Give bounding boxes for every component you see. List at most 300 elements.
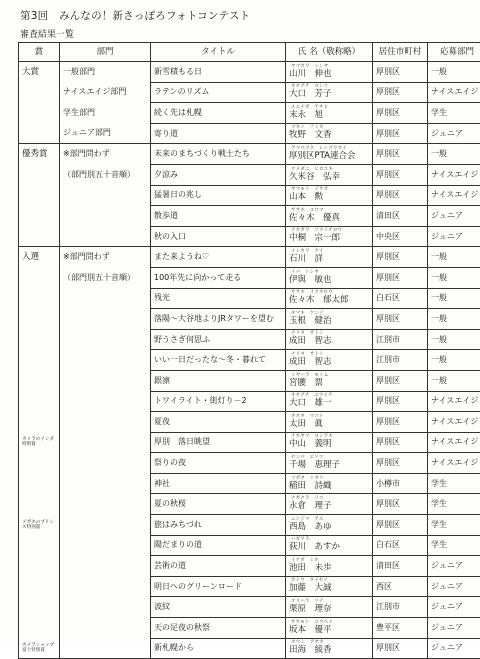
- name-furigana: タウミ アヤカ: [289, 641, 369, 646]
- city-cell: 厚別区: [373, 164, 428, 185]
- header-title: タイトル: [151, 43, 286, 62]
- category-cell: 一般: [428, 267, 480, 288]
- title-cell: 落陽～大谷地よりJRタワーを望む: [151, 309, 286, 330]
- name-furigana: マキノ フミカ: [289, 126, 369, 131]
- award-cell: [19, 82, 60, 103]
- header-category: 応募部門: [428, 43, 480, 62]
- title-cell: 明日へのグリーンロード: [151, 576, 286, 597]
- document-title: 第3回 みんなの！新さっぽろフォトコンテスト: [20, 8, 250, 23]
- name-text: 永倉 理子: [289, 502, 369, 511]
- award-cell: [19, 576, 60, 597]
- name-text: 宮腰 票: [289, 379, 369, 388]
- table-row: [19, 473, 480, 494]
- document-subtitle: 審査結果一覧: [20, 27, 74, 40]
- category-cell: ジュニア: [428, 226, 480, 247]
- dept-cell: [60, 370, 151, 391]
- table-row: [19, 453, 480, 474]
- award-label: 大賞: [22, 67, 39, 77]
- title-cell: 夕涼み: [151, 164, 286, 185]
- name-text: 大口 芳子: [289, 90, 369, 99]
- award-cell: [19, 391, 60, 412]
- title-cell: 未来のまちづくり戦士たち: [151, 144, 286, 165]
- name-text: 玉根 健治: [289, 317, 369, 326]
- name-text: 田海 綾香: [289, 646, 369, 655]
- dept-cell: [60, 391, 151, 412]
- name-block: [289, 330, 369, 350]
- category-cell: ナイスエイジ: [428, 453, 480, 474]
- name-cell: [286, 103, 373, 124]
- category-cell: ナイスエイジ: [428, 164, 480, 185]
- table-row: [19, 82, 480, 103]
- name-text: 佐々木 郁太郎: [289, 296, 369, 305]
- award-cell: [19, 535, 60, 556]
- dept-cell: [60, 329, 151, 350]
- dept-cell: [60, 206, 151, 227]
- title-cell: 旅はみちづれ: [151, 515, 286, 536]
- city-cell: 厚別区: [373, 267, 428, 288]
- name-block: [289, 309, 369, 329]
- table-row: [19, 103, 480, 124]
- dept-cell: [60, 288, 151, 309]
- name-text: 大口 雄一: [289, 399, 369, 408]
- name-block: [289, 515, 369, 535]
- table-header-row: [19, 43, 480, 62]
- dept-cell: [60, 473, 151, 494]
- category-cell: ジュニア: [428, 597, 480, 618]
- award-cell: [19, 494, 60, 515]
- category-cell: 学生: [428, 103, 480, 124]
- dept-cell: ※部門問わず: [60, 144, 151, 165]
- name-cell: [286, 412, 373, 433]
- name-furigana: サカモト ユウヘイ: [289, 621, 369, 626]
- dept-cell: [60, 226, 151, 247]
- dept-cell: [60, 556, 151, 577]
- dept-cell: ※部門問わず: [60, 247, 151, 268]
- title-cell: 散歩道: [151, 206, 286, 227]
- name-block: [289, 577, 369, 597]
- name-block: [289, 556, 369, 576]
- city-cell: 小樽市: [373, 473, 428, 494]
- title-cell: トワイライト・街灯り－2: [151, 391, 286, 412]
- award-cell: [19, 185, 60, 206]
- title-cell: 残光: [151, 288, 286, 309]
- name-furigana: ヤマモト イサオ: [289, 188, 369, 193]
- award-cell: [19, 597, 60, 618]
- name-text: 中山 義明: [289, 440, 369, 449]
- award-cell: [19, 432, 60, 453]
- dept-cell: [60, 638, 151, 659]
- name-text: 牧野 文香: [289, 131, 369, 140]
- name-block: [289, 392, 369, 412]
- award-label: メガネのプリンス特別賞: [22, 520, 56, 531]
- name-cell: [286, 329, 373, 350]
- name-cell: [286, 535, 373, 556]
- category-cell: 一般: [428, 370, 480, 391]
- award-cell: [19, 412, 60, 433]
- title-cell: 芸術の道: [151, 556, 286, 577]
- name-furigana: オオグチ ユウイチ: [289, 394, 369, 399]
- name-text: 佐々木 優真: [289, 214, 369, 223]
- name-cell: [286, 453, 373, 474]
- name-text: 栗原 理奈: [289, 605, 369, 614]
- city-cell: 西区: [373, 576, 428, 597]
- name-furigana: スエナガ アサヒ: [289, 106, 369, 111]
- category-cell: 一般: [428, 144, 480, 165]
- category-cell: ナイスエイジ: [428, 412, 480, 433]
- name-text: 西島 あゆ: [289, 523, 369, 532]
- city-cell: 厚別区: [373, 370, 428, 391]
- name-cell: [286, 556, 373, 577]
- city-cell: 厚別区: [373, 247, 428, 268]
- dept-cell: ジュニア部門: [60, 123, 151, 144]
- name-block: [289, 536, 369, 556]
- award-cell: [19, 206, 60, 227]
- table-row: [19, 309, 480, 330]
- award-cell: [19, 350, 60, 371]
- dept-cell: [60, 494, 151, 515]
- name-text: 成田 智志: [289, 337, 369, 346]
- city-cell: 厚別区: [373, 185, 428, 206]
- city-cell: 厚別区: [373, 515, 428, 536]
- award-cell: [19, 62, 60, 83]
- title-cell: 100年先に向かって走る: [151, 267, 286, 288]
- name-block: [289, 412, 369, 432]
- title-cell: 夏の秋桜: [151, 494, 286, 515]
- name-furigana: タマキ ケンジ: [289, 312, 369, 317]
- award-cell: [19, 473, 60, 494]
- award-label: 優秀賞: [22, 149, 48, 159]
- award-cell: [19, 618, 60, 639]
- category-cell: ナイスエイジ: [428, 185, 480, 206]
- city-cell: 白石区: [373, 288, 428, 309]
- name-cell: [286, 206, 373, 227]
- category-cell: 学生: [428, 535, 480, 556]
- table-row: [19, 226, 480, 247]
- category-cell: 学生: [428, 515, 480, 536]
- dept-cell: [60, 309, 151, 330]
- city-cell: 厚別区: [373, 638, 428, 659]
- table-row: [19, 597, 480, 618]
- city-cell: 厚別区: [373, 453, 428, 474]
- name-text: 末永 旭: [289, 111, 369, 120]
- city-cell: 江別市: [373, 329, 428, 350]
- table-row: [19, 535, 480, 556]
- dept-cell: [60, 432, 151, 453]
- title-cell: 秋の入口: [151, 226, 286, 247]
- name-block: [289, 474, 369, 494]
- name-block: [289, 597, 369, 617]
- table-row: [19, 576, 480, 597]
- name-text: 太田 眞: [289, 420, 369, 429]
- table-row: [19, 164, 480, 185]
- award-cell: [19, 309, 60, 330]
- title-cell: 厚別 落日眺望: [151, 432, 286, 453]
- name-block: [289, 103, 369, 123]
- title-cell: 神社: [151, 473, 286, 494]
- table-row: [19, 329, 480, 350]
- category-cell: 一般: [428, 309, 480, 330]
- name-furigana: ミヤハラ モトム: [289, 374, 369, 379]
- name-cell: [286, 226, 373, 247]
- dept-cell: （部門別五十音順）: [60, 267, 151, 288]
- name-furigana: イシカワ ケイ: [289, 250, 369, 255]
- table-row: [19, 123, 480, 144]
- name-cell: [286, 164, 373, 185]
- name-furigana: ナガクラ リコ: [289, 497, 369, 502]
- name-furigana: ササキ イクタロウ: [289, 291, 369, 296]
- dept-cell: [60, 453, 151, 474]
- name-text: 加藤 大誠: [289, 584, 369, 593]
- title-cell: 銀凛: [151, 370, 286, 391]
- name-block: [289, 494, 369, 514]
- name-text: 中桐 宗一郎: [289, 234, 369, 243]
- name-text: 池田 未歩: [289, 564, 369, 573]
- name-block: [289, 289, 369, 309]
- name-text: 千場 恵理子: [289, 461, 369, 470]
- name-furigana: ツボタ シオリ: [289, 477, 369, 482]
- table-row: [19, 515, 480, 536]
- name-cell: [286, 494, 373, 515]
- category-cell: ナイスエイジ: [428, 432, 480, 453]
- category-cell: ジュニア: [428, 576, 480, 597]
- name-furigana: クリハラ リナ: [289, 600, 369, 605]
- dept-cell: [60, 515, 151, 536]
- name-block: [289, 371, 369, 391]
- city-cell: 豊平区: [373, 618, 428, 639]
- category-cell: ジュニア: [428, 618, 480, 639]
- category-cell: 一般: [428, 329, 480, 350]
- title-cell: 猛暑日の兆し: [151, 185, 286, 206]
- award-cell: [19, 453, 60, 474]
- dept-cell: [60, 535, 151, 556]
- city-cell: 厚別区: [373, 309, 428, 330]
- name-block: [289, 350, 369, 370]
- title-cell: 夏夜: [151, 412, 286, 433]
- category-cell: ナイスエイジ: [428, 82, 480, 103]
- table-row: [19, 412, 480, 433]
- table-row: [19, 432, 480, 453]
- table-row: [19, 185, 480, 206]
- award-cell: [19, 329, 60, 350]
- award-cell: [19, 288, 60, 309]
- table-row: [19, 618, 480, 639]
- name-furigana: ナカヤマ ヨシアキ: [289, 435, 369, 440]
- title-cell: 陽だまりの道: [151, 535, 286, 556]
- title-cell: 寄り道: [151, 123, 286, 144]
- name-text: 稲田 詩織: [289, 482, 369, 491]
- name-furigana: カトウ タイセイ: [289, 579, 369, 584]
- title-cell: 新札幌から: [151, 638, 286, 659]
- city-cell: 厚別区: [373, 62, 428, 83]
- name-cell: [286, 597, 373, 618]
- name-cell: [286, 473, 373, 494]
- city-cell: 白石区: [373, 535, 428, 556]
- name-furigana: ヤマカワ シンヤ: [289, 65, 369, 70]
- name-block: [289, 83, 369, 103]
- table-row: [19, 370, 480, 391]
- award-cell: [19, 247, 60, 268]
- category-cell: ジュニア: [428, 556, 480, 577]
- name-cell: [286, 391, 373, 412]
- name-furigana: ナリタ サトシ: [289, 332, 369, 337]
- title-cell: ラテンのリズム: [151, 82, 286, 103]
- name-text: 成田 智志: [289, 358, 369, 367]
- name-cell: [286, 62, 373, 83]
- title-cell: 野うさぎ何思ふ: [151, 329, 286, 350]
- name-cell: [286, 515, 373, 536]
- name-text: 石川 詳: [289, 255, 369, 264]
- award-label: カメラショップ富士特別賞: [22, 643, 56, 654]
- dept-cell: [60, 597, 151, 618]
- dept-cell: 学生部門: [60, 103, 151, 124]
- table-row: [19, 62, 480, 83]
- name-cell: [286, 638, 373, 659]
- city-cell: 江別市: [373, 350, 428, 371]
- name-cell: [286, 432, 373, 453]
- city-cell: 厚別区: [373, 144, 428, 165]
- title-cell: 祭りの夜: [151, 453, 286, 474]
- table-row: [19, 391, 480, 412]
- header-award: 賞: [19, 43, 60, 62]
- name-cell: [286, 576, 373, 597]
- name-text: 山本 勲: [289, 193, 369, 202]
- table-row: [19, 638, 480, 659]
- city-cell: 清田区: [373, 556, 428, 577]
- name-furigana: イケダ ミホ: [289, 559, 369, 564]
- name-block: [289, 165, 369, 185]
- name-cell: [286, 618, 373, 639]
- name-block: [289, 247, 369, 267]
- name-furigana: アツベツク レンゴウカイ: [289, 147, 369, 152]
- table-row: [19, 494, 480, 515]
- name-block: [289, 453, 369, 473]
- name-furigana: オオタ マコト: [289, 415, 369, 420]
- city-cell: 清田区: [373, 206, 428, 227]
- award-cell: [19, 144, 60, 165]
- name-block: [289, 618, 369, 638]
- name-furigana: ナカガワ ソウイチロウ: [289, 229, 369, 234]
- name-text: 厚別区PTA連合会: [289, 152, 369, 161]
- award-cell: [19, 370, 60, 391]
- table-row: [19, 267, 480, 288]
- name-cell: [286, 247, 373, 268]
- dept-cell: [60, 185, 151, 206]
- name-furigana: ニシジマ アユ: [289, 518, 369, 523]
- award-cell: [19, 515, 60, 536]
- name-block: [289, 144, 369, 164]
- category-cell: 一般: [428, 247, 480, 268]
- city-cell: 江別市: [373, 597, 428, 618]
- name-text: 久米谷 弘幸: [289, 173, 369, 182]
- name-cell: [286, 267, 373, 288]
- name-block: [289, 639, 369, 659]
- table-row: [19, 206, 480, 227]
- dept-cell: [60, 350, 151, 371]
- title-cell: いい一日だったな～冬・暮れて: [151, 350, 286, 371]
- category-cell: ジュニア: [428, 123, 480, 144]
- header-dept: 部門: [60, 43, 151, 62]
- name-cell: [286, 370, 373, 391]
- city-cell: 厚別区: [373, 412, 428, 433]
- dept-cell: [60, 576, 151, 597]
- dept-cell: ナイスエイジ部門: [60, 82, 151, 103]
- name-cell: [286, 309, 373, 330]
- category-cell: 一般: [428, 62, 480, 83]
- header-name: 氏 名（敬称略）: [286, 43, 373, 62]
- name-text: 山川 伸也: [289, 70, 369, 79]
- city-cell: 厚別区: [373, 82, 428, 103]
- name-cell: [286, 82, 373, 103]
- award-label: カメラのイシダ特別賞: [22, 437, 56, 448]
- title-cell: また来ようね♡: [151, 247, 286, 268]
- table-body: [19, 62, 480, 659]
- city-cell: 厚別区: [373, 103, 428, 124]
- table-row: [19, 350, 480, 371]
- name-furigana: オオグチ ヨシコ: [289, 85, 369, 90]
- award-cell: [19, 164, 60, 185]
- name-cell: [286, 123, 373, 144]
- city-cell: 厚別区: [373, 432, 428, 453]
- name-cell: [286, 288, 373, 309]
- award-cell: [19, 638, 60, 659]
- award-cell: [19, 123, 60, 144]
- table-row: [19, 288, 480, 309]
- name-text: 伊與 敏也: [289, 276, 369, 285]
- name-block: [289, 124, 369, 144]
- dept-cell: 一般部門: [60, 62, 151, 83]
- name-furigana: クメダニ ヒロユキ: [289, 168, 369, 173]
- title-cell: 天の足夜の秋祭: [151, 618, 286, 639]
- award-cell: [19, 226, 60, 247]
- table-row: [19, 556, 480, 577]
- city-cell: 厚別区: [373, 494, 428, 515]
- name-block: [289, 186, 369, 206]
- name-furigana: ナリタ サトシ: [289, 353, 369, 358]
- category-cell: 一般: [428, 350, 480, 371]
- title-cell: 波紋: [151, 597, 286, 618]
- category-cell: ジュニア: [428, 206, 480, 227]
- dept-cell: （部門別五十音順）: [60, 164, 151, 185]
- dept-cell: [60, 618, 151, 639]
- award-cell: [19, 556, 60, 577]
- table-row: [19, 247, 480, 268]
- name-cell: [286, 350, 373, 371]
- city-cell: 厚別区: [373, 123, 428, 144]
- name-furigana: ハギワラ: [289, 538, 369, 543]
- name-furigana: センバ エリコ: [289, 456, 369, 461]
- name-cell: [286, 185, 373, 206]
- name-block: [289, 227, 369, 247]
- name-furigana: イバ トシヤ: [289, 271, 369, 276]
- name-block: [289, 206, 369, 226]
- category-cell: ジュニア: [428, 638, 480, 659]
- name-block: [289, 268, 369, 288]
- table-row: [19, 144, 480, 165]
- name-block: [289, 62, 369, 82]
- category-cell: 一般: [428, 288, 480, 309]
- city-cell: 中央区: [373, 226, 428, 247]
- name-text: 荻川 あすか: [289, 543, 369, 552]
- header-city: 居住市町村: [373, 43, 428, 62]
- name-block: [289, 433, 369, 453]
- title-cell: 続く先は札幌: [151, 103, 286, 124]
- award-cell: [19, 103, 60, 124]
- name-text: 坂本 優平: [289, 626, 369, 635]
- award-label: 入選: [22, 252, 39, 262]
- category-cell: ナイスエイジ: [428, 391, 480, 412]
- award-cell: [19, 267, 60, 288]
- category-cell: 学生: [428, 494, 480, 515]
